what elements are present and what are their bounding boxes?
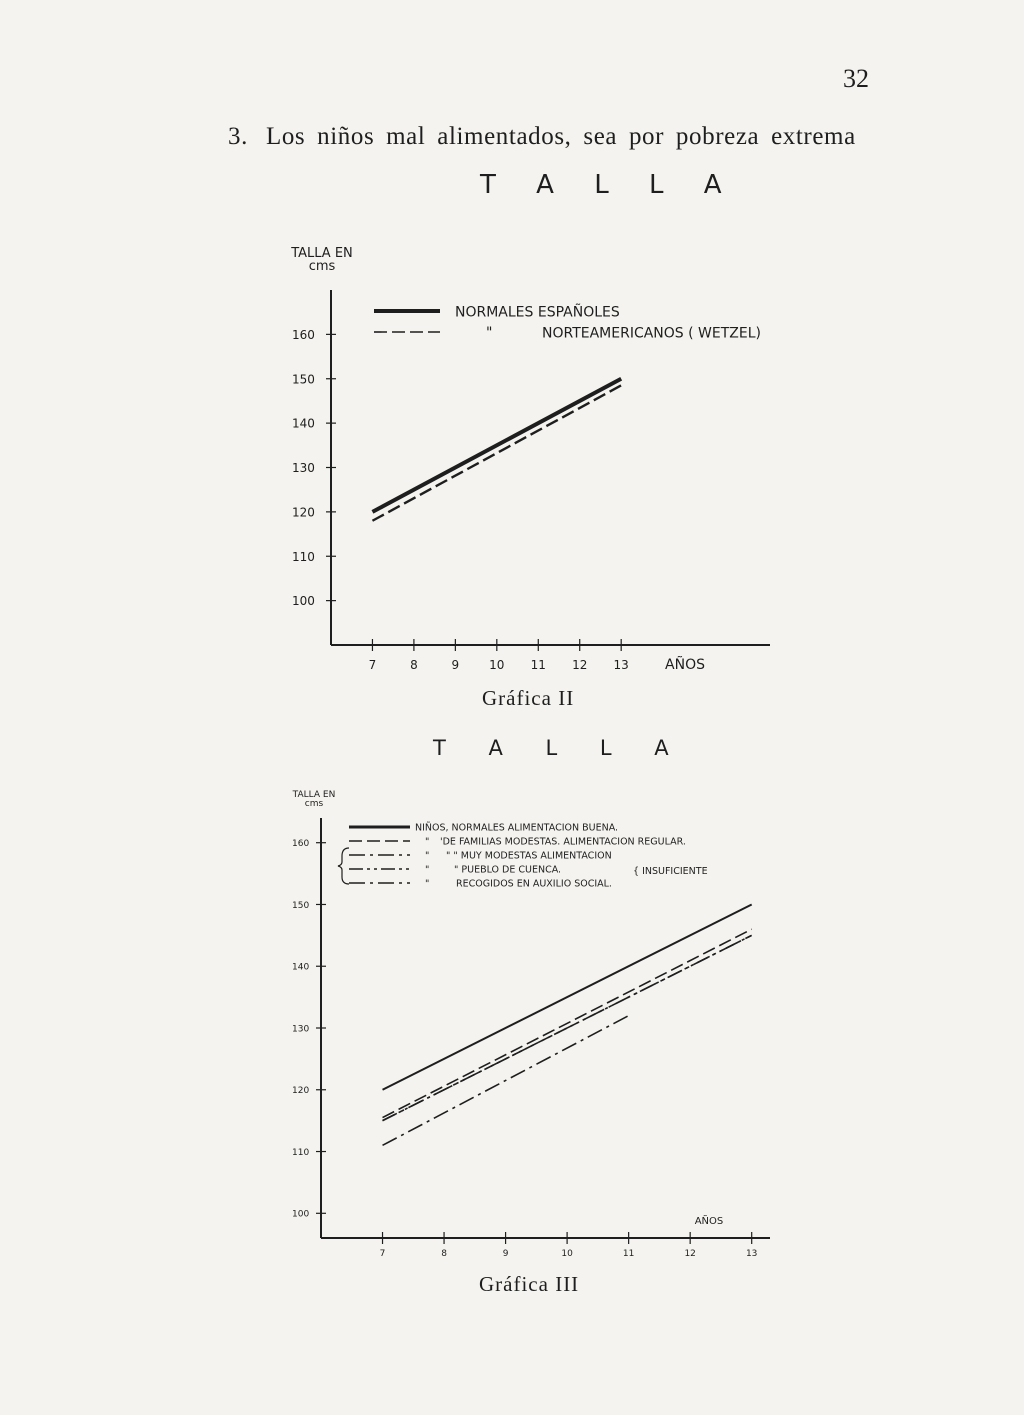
chart-iii-series-line-3 — [383, 935, 752, 1120]
chart-iii-x-tick-label: 9 — [502, 1249, 509, 1259]
chart-iii-x-tick-label: 8 — [441, 1249, 447, 1259]
chart-ii-y-tick-label: 160 — [292, 327, 315, 342]
chart-ii-y-tick-label: 120 — [292, 505, 315, 520]
chart-iii-y-tick-label: 100 — [292, 1209, 310, 1220]
chart-iii-legend-ditto-mark: " — [425, 878, 430, 890]
chart-ii-x-axis-label: AÑOS — [665, 657, 705, 673]
chart-iii-legend-bracket-note: { INSUFICIENTE — [633, 866, 708, 877]
chart-iii-y-axis-label: TALLA EN — [292, 790, 336, 800]
chart-iii-title: T A L L A — [433, 736, 687, 760]
chart-ii-legend-ditto-mark: " — [486, 324, 493, 341]
chart-iii-x-tick-label: 10 — [561, 1249, 573, 1259]
chart-ii-x-tick-label: 9 — [451, 658, 460, 672]
chart-iii-legend-label-1: NIÑOS, NORMALES ALIMENTACION BUENA. — [415, 822, 619, 834]
chart-iii-legend-label-2: 'DE FAMILIAS MODESTAS. ALIMENTACION REGULAR. — [440, 836, 686, 848]
chart-ii-y-tick-label: 150 — [292, 372, 315, 387]
chart-ii-x-tick-label: 7 — [368, 658, 377, 672]
chart-iii-legend-ditto-mark: " — [425, 836, 430, 848]
chart-iii-y-tick-label: 160 — [292, 839, 310, 850]
chart-ii-x-tick-label: 11 — [530, 658, 546, 672]
chart-iii-caption: Gráfica III — [479, 1272, 580, 1296]
chart-ii-x-tick-label: 13 — [613, 658, 629, 672]
chart-ii-y-tick-label: 110 — [292, 549, 315, 564]
chart-ii-legend-label-2: NORTEAMERICANOS ( WETZEL) — [542, 325, 761, 342]
chart-iii-legend-label-4: " PUEBLO DE CUENCA. — [454, 864, 562, 876]
chart-iii-y-tick-label: 130 — [292, 1024, 310, 1035]
intro-text: Los niños mal alimentados, sea por pobreza extrema — [265, 123, 856, 150]
chart-iii-y-tick-label: 120 — [292, 1086, 310, 1097]
chart-iii-y-tick-label: 140 — [292, 962, 310, 973]
chart-ii-caption: Gráfica II — [482, 686, 575, 710]
chart-ii-x-tick-label: 10 — [489, 658, 505, 672]
intro-number: 3. — [228, 123, 248, 150]
chart-ii-y-tick-label: 140 — [292, 416, 315, 431]
chart-iii-legend-label-3: " " MUY MODESTAS ALIMENTACION — [446, 850, 612, 862]
chart-iii-x-axis-label: AÑOS — [694, 1216, 724, 1227]
chart-ii-y-tick-label: 100 — [292, 594, 315, 609]
chart-iii-series-line-1 — [383, 904, 752, 1089]
page-number: 32 — [843, 64, 869, 93]
chart-iii-x-tick-label: 11 — [622, 1249, 635, 1259]
chart-iii-y-tick-label: 110 — [292, 1147, 310, 1158]
chart-iii-legend-ditto-mark: " — [425, 850, 430, 862]
chart-iii-y-tick-label: 150 — [292, 900, 310, 911]
chart-iii-y-axis-unit: cms — [304, 799, 324, 809]
chart-iii-series-line-2 — [383, 929, 752, 1117]
chart-iii-x-tick-label: 12 — [684, 1249, 696, 1259]
chart-iii-legend-bracket — [338, 848, 349, 884]
chart-ii-x-tick-label: 12 — [572, 658, 588, 672]
chart-ii-y-axis-unit: cms — [308, 259, 336, 274]
chart-ii-x-tick-label: 8 — [410, 658, 418, 672]
chart-iii-x-tick-label: 7 — [379, 1249, 386, 1259]
chart-ii-legend-label-1: NORMALES ESPAÑOLES — [455, 304, 620, 321]
chart-ii-y-tick-label: 130 — [292, 461, 315, 476]
chart-iii-x-tick-label: 13 — [745, 1249, 758, 1259]
chart-ii-y-axis-label: TALLA EN — [291, 246, 353, 261]
chart-iii-legend-ditto-mark: " — [425, 864, 430, 876]
chart-ii-title: T A L L A — [480, 170, 738, 200]
chart-iii-series-line-5 — [383, 1016, 629, 1146]
chart-iii-legend-label-5: RECOGIDOS EN AUXILIO SOCIAL. — [456, 878, 612, 890]
